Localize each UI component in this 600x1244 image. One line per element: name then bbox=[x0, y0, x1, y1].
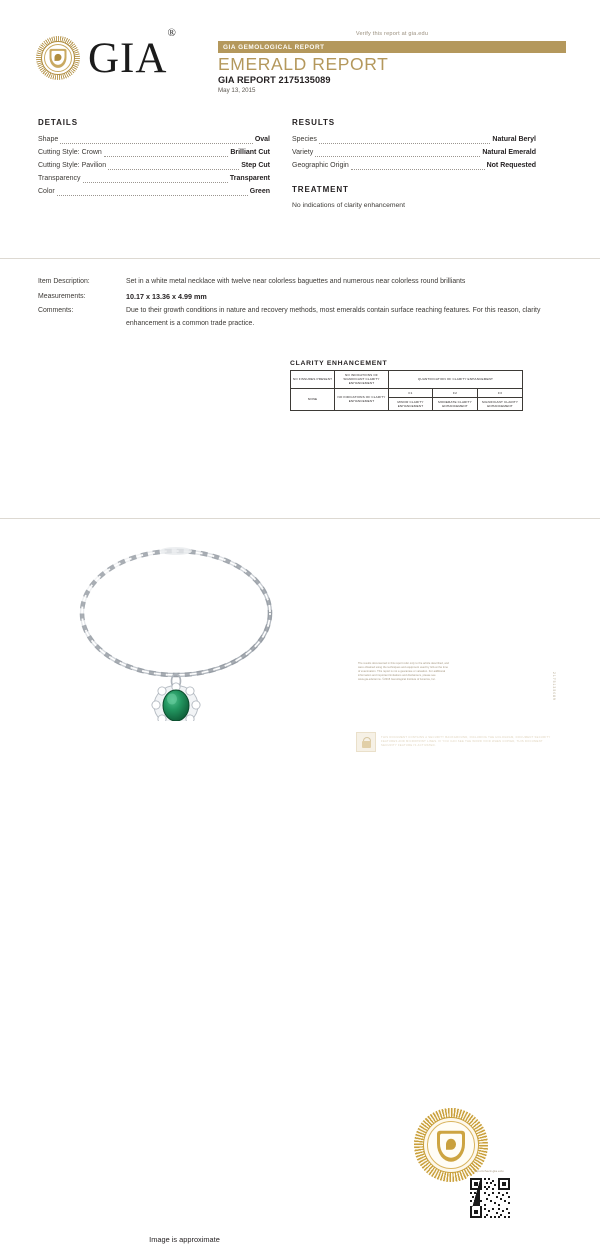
measurements-label: Measurements: bbox=[38, 292, 86, 300]
detail-label: Color bbox=[38, 188, 55, 195]
qr-code-label: reportcheck.gia.edu bbox=[474, 1169, 504, 1173]
detail-value: Green bbox=[249, 188, 270, 195]
header-quantification: QUANTIFICATION OF CLARITY ENHANCEMENT bbox=[389, 371, 523, 389]
table-header-row bbox=[291, 371, 523, 389]
clarity-enhancement-title: CLARITY ENHANCEMENT bbox=[290, 360, 388, 367]
result-row-variety bbox=[292, 146, 536, 159]
detail-row-cut-pavilion bbox=[38, 159, 270, 172]
gia-seal-icon bbox=[36, 36, 80, 80]
leader-dots bbox=[108, 168, 239, 170]
qr-code[interactable] bbox=[468, 1176, 512, 1220]
divider-upper bbox=[0, 258, 600, 259]
detail-row-cut-crown bbox=[38, 146, 270, 159]
detail-label: Transparency bbox=[38, 175, 81, 182]
report-header bbox=[0, 0, 600, 118]
gemological-report-band bbox=[218, 41, 566, 53]
report-number: GIA REPORT 2175135089 bbox=[218, 75, 331, 85]
clarity-enhancement-table bbox=[290, 370, 523, 411]
cell-f1-label: F1 bbox=[389, 388, 433, 397]
cell-none-value: NONE bbox=[291, 388, 335, 411]
comments-label: Comments: bbox=[38, 307, 74, 314]
detail-row-transparency bbox=[38, 172, 270, 185]
leader-dots bbox=[57, 194, 248, 196]
report-date: May 13, 2015 bbox=[218, 87, 256, 94]
gia-wordmark-text: GIA bbox=[88, 34, 168, 82]
gia-logo bbox=[36, 27, 177, 82]
gemological-report-band-label: GIA GEMOLOGICAL REPORT bbox=[223, 43, 325, 51]
details-results-section bbox=[0, 118, 600, 228]
image-caption: Image is approximate bbox=[149, 1235, 220, 1244]
item-description-row bbox=[38, 276, 562, 289]
item-description-value: Set in a white metal necklace with twelve near colorless baguettes and numerous near colorless round brilliants bbox=[126, 278, 466, 285]
detail-value: Oval bbox=[254, 136, 270, 143]
result-value: Natural Emerald bbox=[482, 149, 536, 156]
clarity-enhancement-block bbox=[290, 360, 522, 411]
result-label: Geographic Origin bbox=[292, 162, 349, 169]
result-row-origin bbox=[292, 159, 536, 172]
necklace-image bbox=[62, 541, 307, 721]
leader-dots bbox=[60, 142, 253, 144]
result-label: Species bbox=[292, 136, 317, 143]
header-right-block bbox=[218, 30, 566, 94]
leader-dots bbox=[83, 181, 228, 183]
result-value: Not Requested bbox=[486, 162, 536, 169]
security-strip bbox=[356, 731, 552, 753]
item-description-label: Item Description: bbox=[38, 278, 90, 285]
result-label: Variety bbox=[292, 149, 314, 156]
leader-dots bbox=[104, 155, 229, 157]
footer-disclaimer: The results documented in this report refer only to the article described, and were obtained using the techniques and equipment used by GIA at the time of examination. This report is not a guarantee or valuation. For additional information and important limitations and disclaimers, please see www.gia.edu/terms. ©2015 Gemological Institute of America, Inc. bbox=[358, 662, 449, 682]
report-type-title: EMERALD REPORT bbox=[218, 54, 389, 74]
cell-f3-text: SIGNIFICANT CLARITY ENHANCEMENT bbox=[478, 397, 523, 410]
vertical-report-code: 2175135089 bbox=[552, 672, 556, 701]
leader-dots bbox=[319, 142, 491, 144]
registered-mark: ® bbox=[167, 27, 177, 40]
detail-label: Shape bbox=[38, 136, 59, 143]
cell-f2-text: MODERATE CLARITY ENHANCEMENT bbox=[433, 397, 478, 410]
verify-report-line: Verify this report at gia.edu bbox=[355, 31, 429, 37]
details-title: DETAILS bbox=[38, 118, 78, 127]
detail-value: Brilliant Cut bbox=[230, 149, 270, 156]
detail-value: Transparent bbox=[229, 175, 270, 182]
treatment-text: No indications of clarity enhancement bbox=[292, 202, 405, 209]
measurements-row bbox=[38, 291, 562, 304]
security-text: THIS DOCUMENT CONTAINS A SECURITY BACKGROUND, INCLUDING THE HOLOGRAM, DOCUMENT SECURITY FEATURES AND MICROPRINT LINES. IF YOU CAN SEE THE WORD VOID WHEN COPIED, THIS DOCUMENT SECURITY FEATURE IS ACTIVATED. bbox=[381, 735, 551, 748]
details-column bbox=[38, 118, 270, 198]
detail-label: Cutting Style: Pavilion bbox=[38, 162, 107, 169]
cell-f1-text: MINOR CLARITY ENHANCEMENT bbox=[389, 397, 433, 410]
measurements-value: 10.17 x 13.36 x 4.99 mm bbox=[126, 291, 207, 301]
table-f-label-row bbox=[291, 388, 523, 397]
detail-value: Step Cut bbox=[241, 162, 270, 169]
emerald-gemstone bbox=[163, 690, 189, 721]
header-no-fissures: NO FISSURES PRESENT bbox=[291, 371, 335, 389]
comments-value: Due to their growth conditions in nature and recovery methods, most emeralds contain surface reaching features. For this reason, clarity enhancement is a common trade practice. bbox=[126, 307, 541, 327]
leader-dots bbox=[351, 168, 485, 170]
results-title: RESULTS bbox=[292, 118, 336, 127]
gia-wordmark bbox=[88, 27, 177, 82]
necklace-illustration bbox=[62, 541, 307, 721]
qr-code-icon bbox=[468, 1176, 512, 1220]
results-column bbox=[292, 118, 536, 212]
result-row-species bbox=[292, 133, 536, 146]
item-information-block bbox=[38, 276, 562, 332]
comments-row bbox=[38, 305, 562, 330]
cell-f3-label: F3 bbox=[478, 388, 523, 397]
treatment-title: TREATMENT bbox=[292, 185, 349, 194]
header-no-indications: NO INDICATIONS OF SIGNIFICANT CLARITY ENHANCEMENT bbox=[335, 371, 389, 389]
detail-row-color bbox=[38, 185, 270, 198]
cell-f2-label: F2 bbox=[433, 388, 478, 397]
leader-dots bbox=[315, 155, 480, 157]
detail-label: Cutting Style: Crown bbox=[38, 149, 102, 156]
detail-row-shape bbox=[38, 133, 270, 146]
cell-no-indications-value: NO INDICATIONS OF CLARITY ENHANCEMENT bbox=[335, 388, 389, 411]
lock-icon bbox=[356, 732, 376, 752]
result-value: Natural Beryl bbox=[492, 136, 536, 143]
